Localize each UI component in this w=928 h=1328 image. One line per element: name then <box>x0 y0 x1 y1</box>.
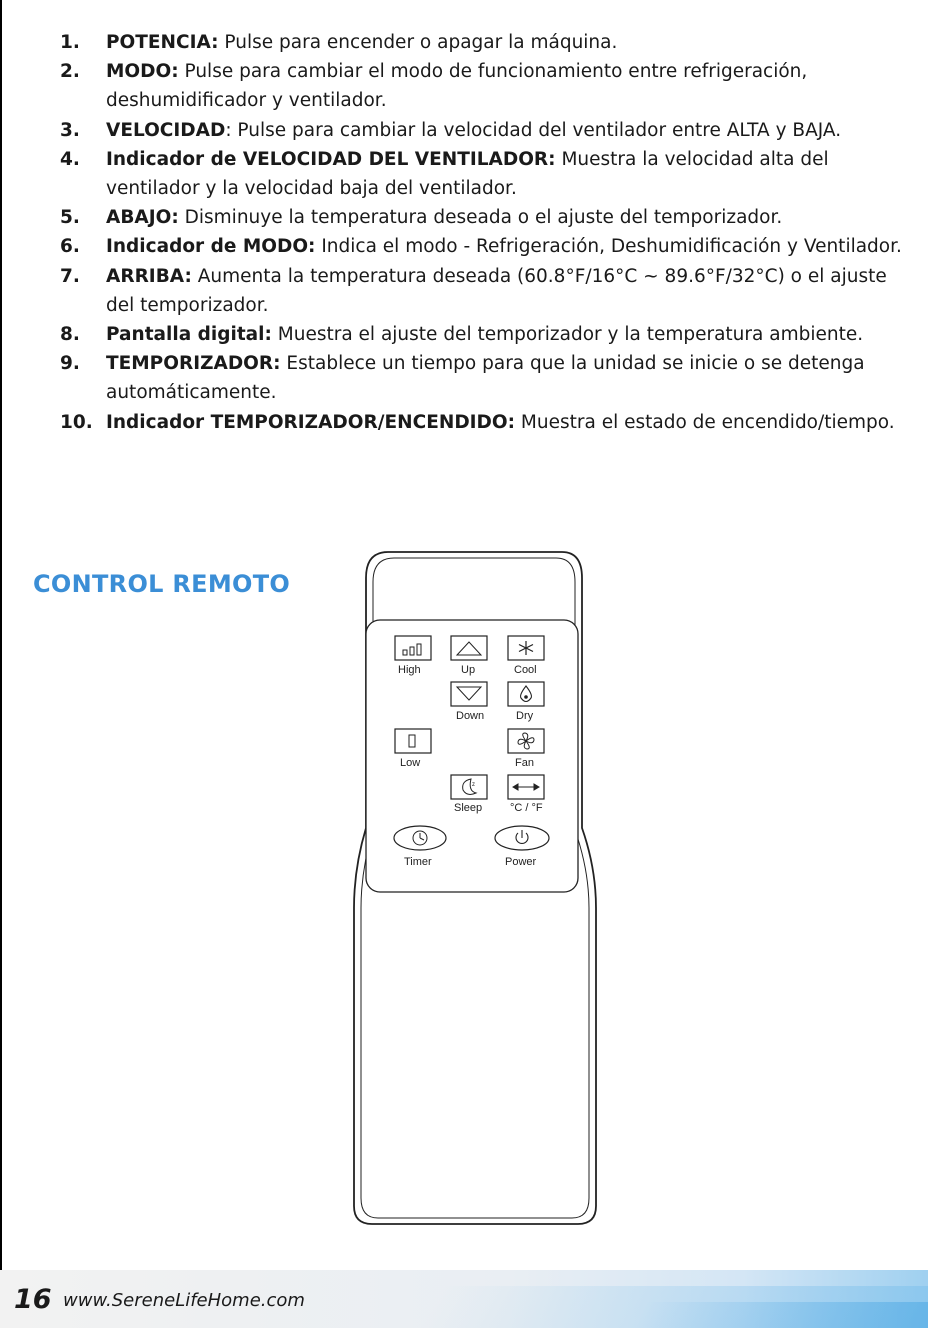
high-label: High <box>398 664 421 676</box>
feature-list <box>60 28 910 437</box>
item-text: Indica el modo - Refrigeración, Deshumidificación y Ventilador. <box>315 236 902 258</box>
list-item <box>60 116 910 145</box>
dry-label: Dry <box>516 710 534 722</box>
item-text: Establece un tiempo para que la unidad se inicie o se detenga automáticamente. <box>106 353 865 404</box>
item-term: Pantalla digital: <box>106 324 272 346</box>
item-number: 7. <box>60 265 80 287</box>
down-button[interactable] <box>451 682 487 722</box>
item-number: 6. <box>60 236 80 258</box>
item-text: Pulse para encender o apagar la máquina. <box>218 32 618 53</box>
section-title: CONTROL REMOTO <box>33 570 291 598</box>
list-item <box>60 145 910 203</box>
list-item <box>60 28 910 57</box>
item-number: 1. <box>60 32 80 53</box>
item-number: 10. <box>60 411 93 433</box>
item-text: Disminuye la temperatura deseada o el ajuste del temporizador. <box>178 207 783 229</box>
up-label: Up <box>461 664 476 676</box>
item-number: 2. <box>60 61 80 83</box>
fan-label: Fan <box>515 757 534 769</box>
list-item <box>60 408 910 437</box>
list-item <box>60 232 910 261</box>
item-text: Muestra la velocidad alta del ventilador y la velocidad baja del ventilador. <box>106 148 829 200</box>
cool-label: Cool <box>514 664 537 676</box>
low-label: Low <box>400 757 421 769</box>
item-text: Muestra el estado de encendido/tiempo. <box>515 411 895 433</box>
item-number: 5. <box>60 207 80 229</box>
unit-label: °C / °F <box>510 802 543 814</box>
power-label: Power <box>505 856 537 868</box>
button-panel <box>366 620 578 892</box>
remote-control <box>350 548 600 1228</box>
sleep-button[interactable] <box>451 775 487 814</box>
item-term: Indicador de MODO: <box>106 236 316 258</box>
item-text: Muestra el ajuste del temporizador y la temperatura ambiente. <box>271 324 864 346</box>
item-text: Pulse para cambiar el modo de funcionamiento entre refrigeración, deshumidificador y ventilador. <box>106 61 808 112</box>
item-term: ARRIBA: <box>106 265 192 287</box>
item-number: 4. <box>60 148 80 170</box>
list-item <box>60 320 910 349</box>
list-item <box>60 349 910 407</box>
item-term: VELOCIDAD <box>106 119 226 141</box>
footer-accent-stripe-2 <box>634 1302 928 1328</box>
item-term: MODO: <box>106 61 179 83</box>
list-item <box>60 57 910 115</box>
list-item <box>60 203 910 232</box>
page-number: 16 <box>14 1284 52 1315</box>
timer-label: Timer <box>404 856 432 868</box>
item-term: POTENCIA: <box>106 32 219 53</box>
item-term: Indicador TEMPORIZADOR/ENCENDIDO: <box>106 411 516 433</box>
item-term: Indicador de VELOCIDAD DEL VENTILADOR: <box>106 148 556 170</box>
item-number: 9. <box>60 353 80 375</box>
svg-text:z: z <box>472 782 475 788</box>
item-term: ABAJO: <box>106 207 179 229</box>
item-text: : Pulse para cambiar la velocidad del ventilador entre ALTA y BAJA. <box>225 119 842 141</box>
website-url: www.SereneLifeHome.com <box>63 1290 305 1311</box>
item-number: 8. <box>60 324 80 346</box>
sleep-label: Sleep <box>454 802 483 814</box>
item-text: Aumenta la temperatura deseada (60.8°F/16°C ~ 89.6°F/32°C) o el ajuste del temporizador. <box>106 265 887 316</box>
unit-toggle-button[interactable] <box>508 775 544 814</box>
item-number: 3. <box>60 119 80 141</box>
down-label: Down <box>456 710 485 722</box>
item-term: TEMPORIZADOR: <box>106 353 281 375</box>
list-item <box>60 262 910 320</box>
